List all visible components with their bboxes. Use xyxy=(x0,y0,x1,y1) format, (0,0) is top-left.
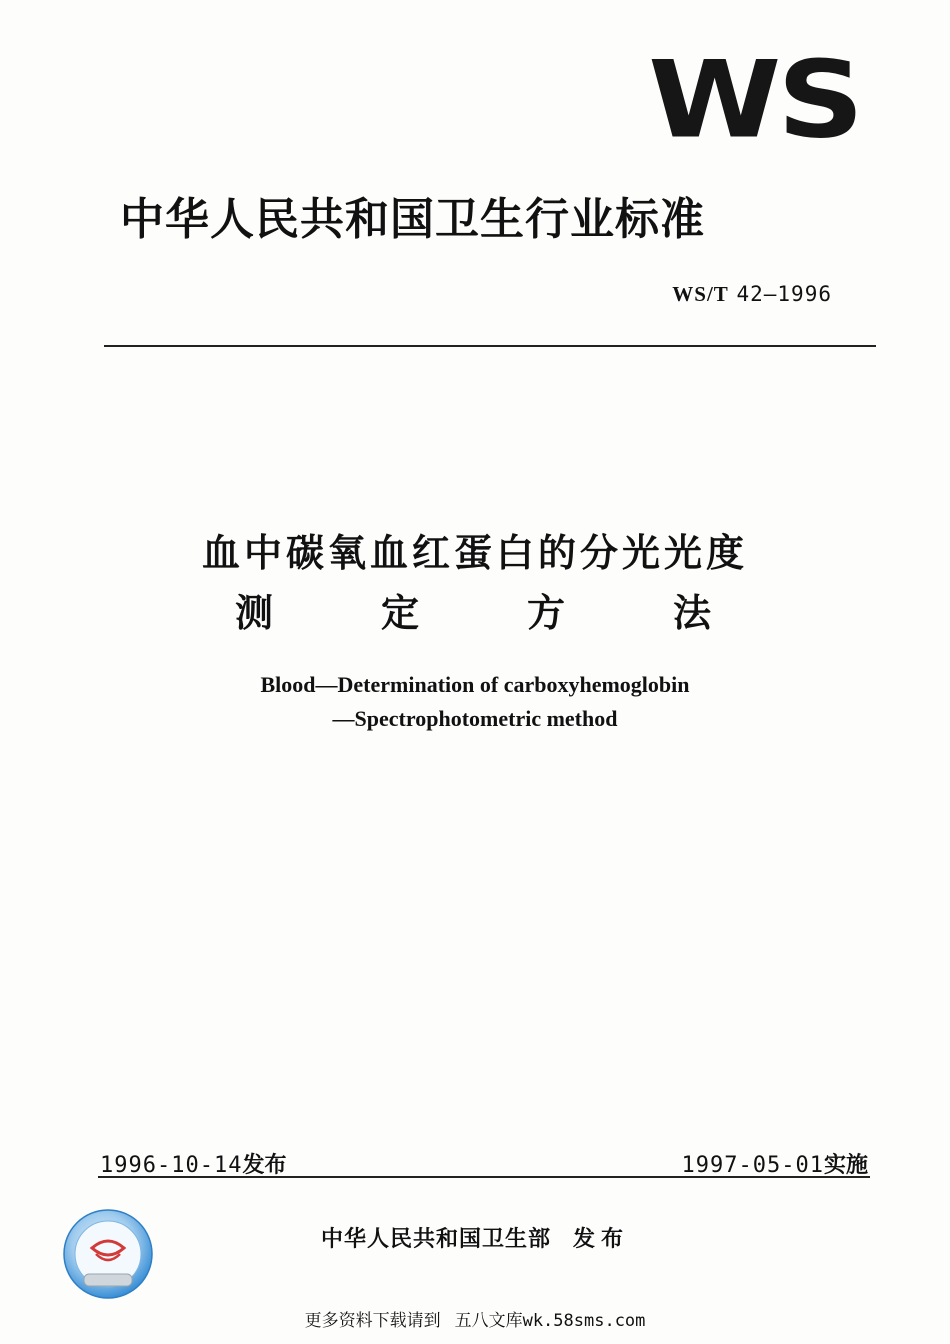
issue-date xyxy=(100,1148,286,1179)
standard-code-prefix: WS/T xyxy=(672,282,729,306)
cn-title-line1: 血中碳氧血红蛋白的分光光度 xyxy=(201,531,748,575)
implement-date xyxy=(682,1148,868,1179)
cn-title-line2 xyxy=(100,588,850,638)
cn-title-char: 方 xyxy=(527,591,570,635)
standard-code xyxy=(672,282,832,307)
issue-date-label: 发布 xyxy=(242,1153,287,1178)
footer-site-link[interactable]: 五八文库wk.58sms.com xyxy=(454,1311,646,1331)
issue-date-value: 1996-10-14 xyxy=(100,1153,243,1178)
en-title-line2: —Spectrophotometric method xyxy=(332,706,618,731)
publisher-org: 中华人民共和国卫生部 xyxy=(320,1227,551,1252)
en-title-line1: Blood—Determination of carboxyhemoglobin xyxy=(260,672,690,697)
footer-watermark xyxy=(0,1306,950,1331)
implement-date-value: 1997-05-01 xyxy=(681,1153,824,1178)
implement-date-label: 实施 xyxy=(823,1153,868,1178)
publisher xyxy=(100,1222,850,1253)
cn-title-char: 定 xyxy=(380,591,423,635)
top-divider xyxy=(104,345,876,347)
cn-title-char: 法 xyxy=(673,591,716,635)
standard-code-number: 42—1996 xyxy=(736,282,832,306)
bottom-divider xyxy=(98,1176,870,1178)
cn-title-char: 测 xyxy=(234,591,277,635)
standard-title: 中华人民共和国卫生行业标准 xyxy=(120,194,705,245)
publisher-action: 发布 xyxy=(573,1227,630,1252)
footer-text: 更多资料下载请到 xyxy=(304,1311,441,1331)
ws-logo: WS xyxy=(648,38,860,162)
